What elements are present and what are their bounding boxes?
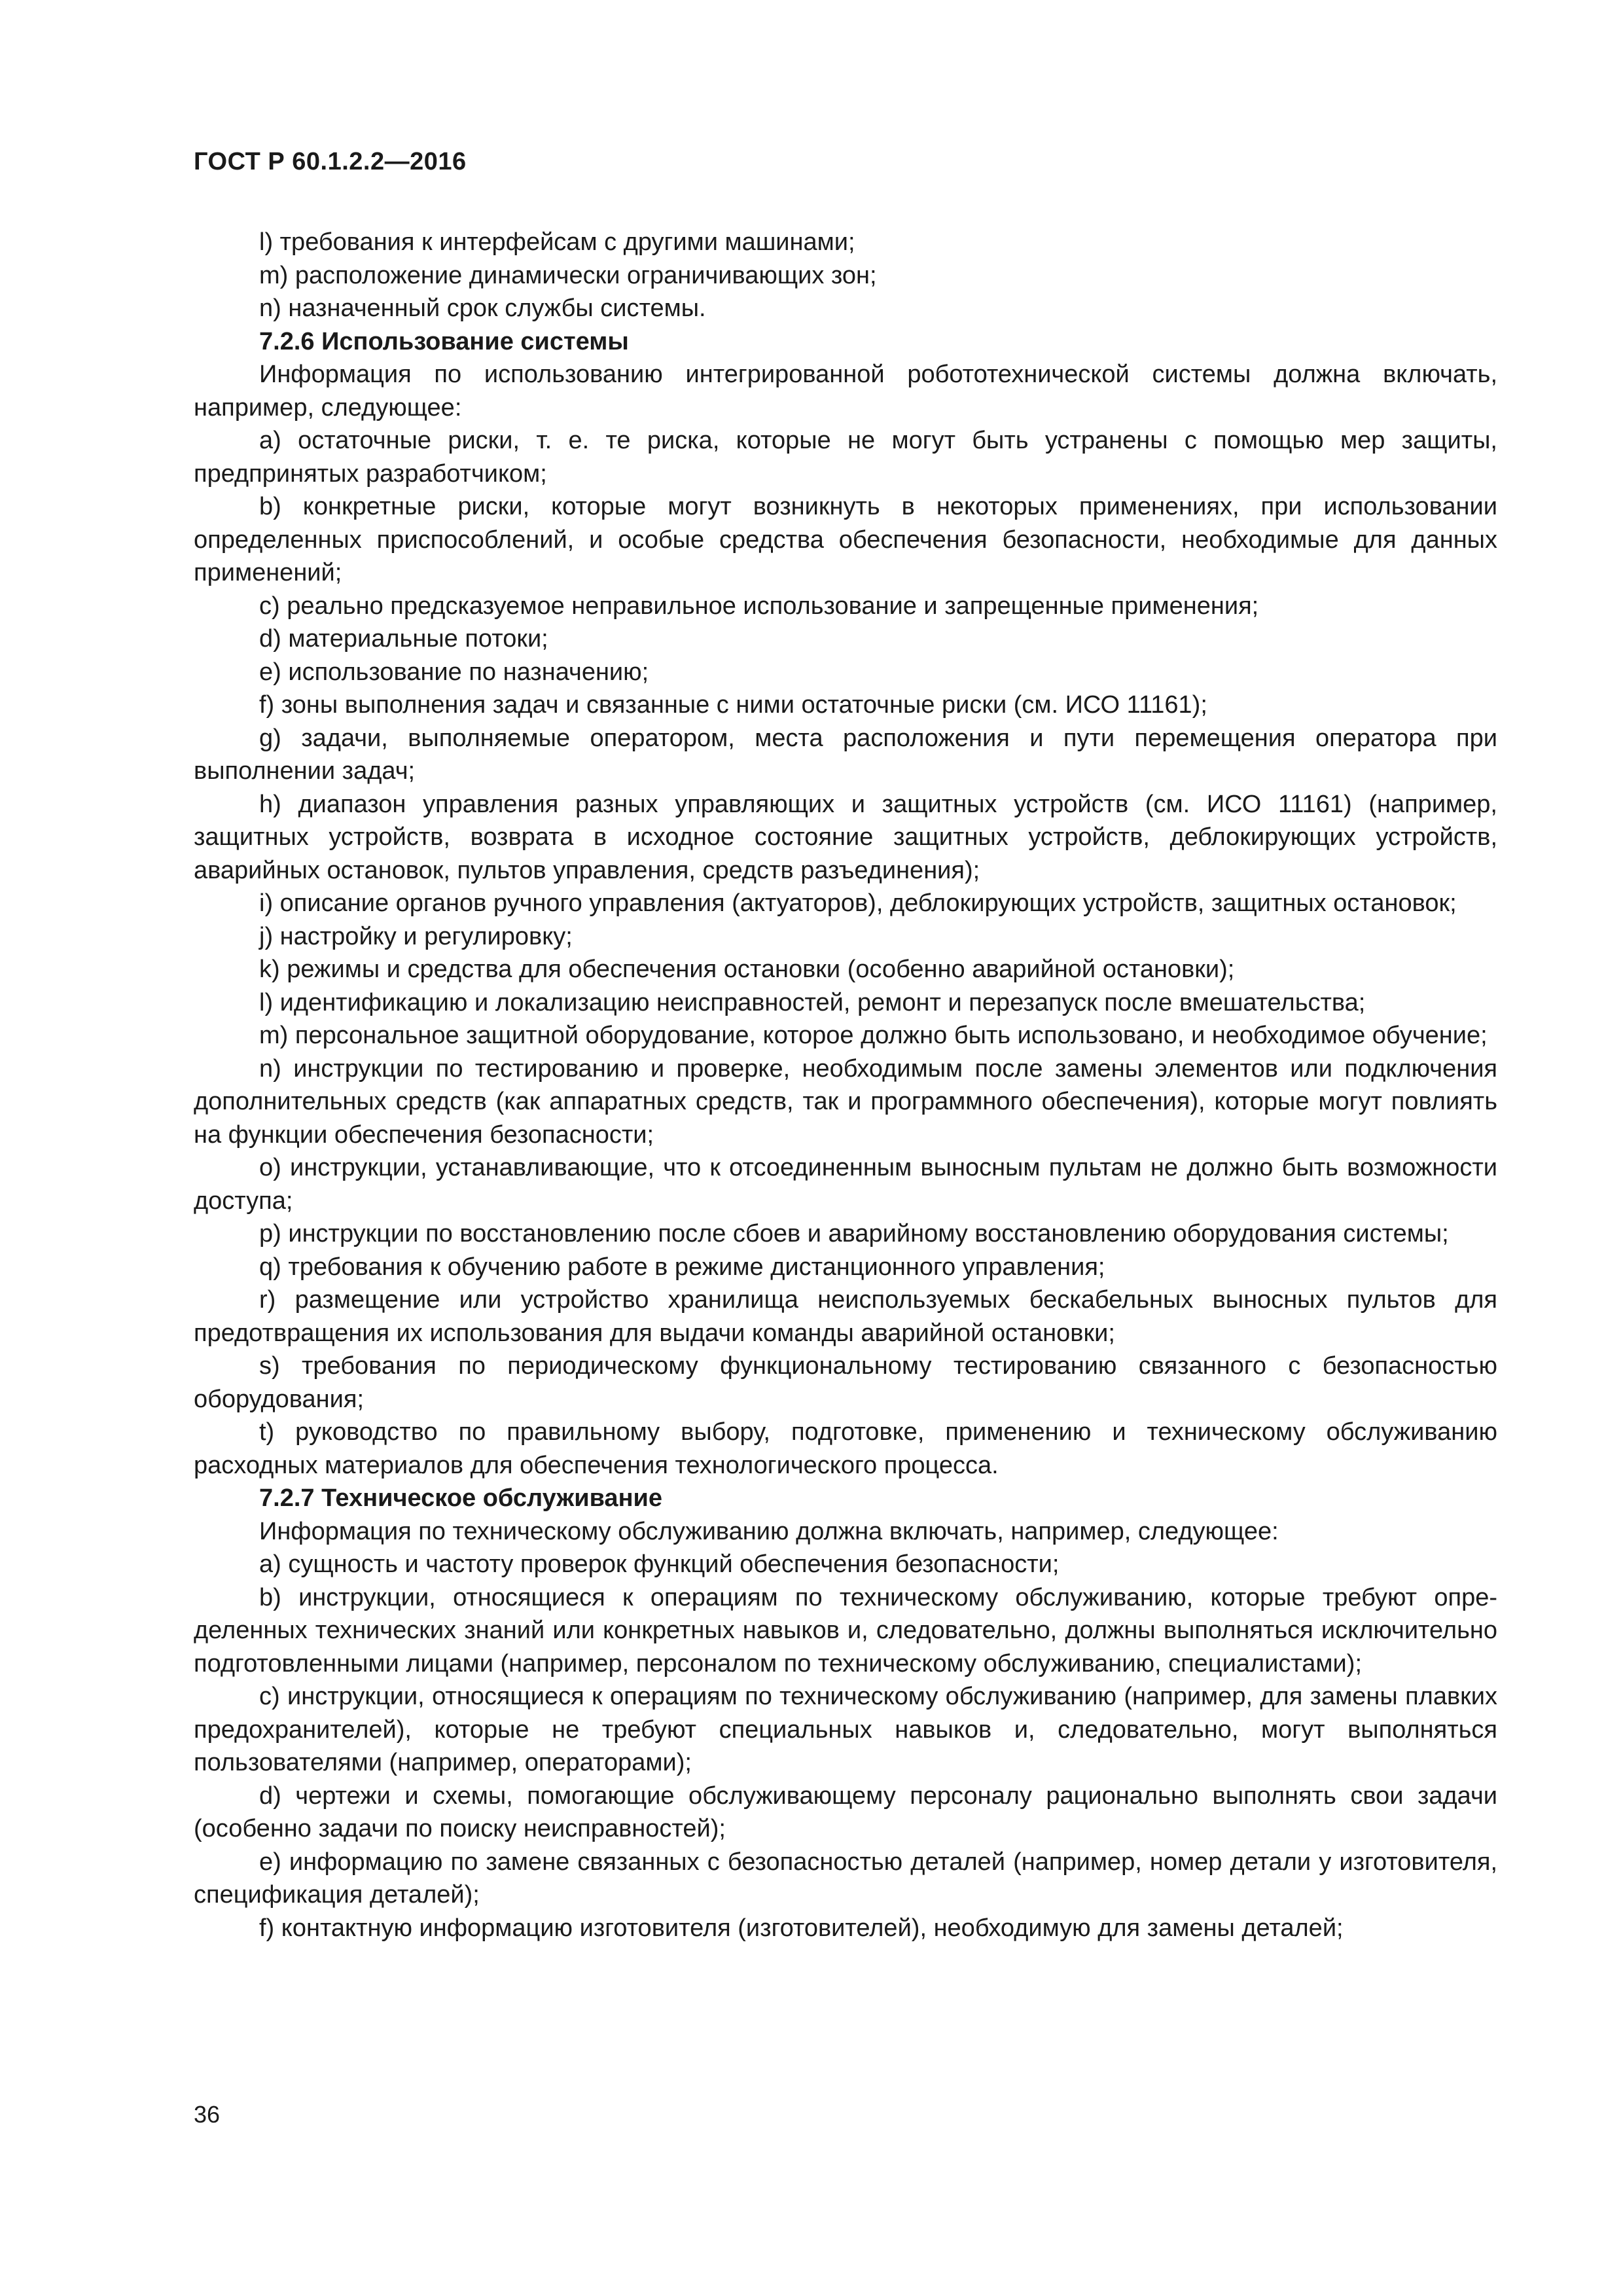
list-item: q) требования к обучению работе в режиме дистанционного управления; [259, 1253, 1105, 1281]
document-header: ГОСТ Р 60.1.2.2—2016 [194, 148, 467, 175]
list-item: s) требования по периодическому функциональному тестированию связанного с безопасностью оборудования; [194, 1352, 1497, 1413]
list-item: m) персональное защитной оборудование, которое должно быть использовано, и необходимое обучение; [259, 1022, 1488, 1049]
list-item: t) руководство по правильному выбору, подготовке, применению и техническому обслуживанию расходных материалов для обеспечения технологического процесса. [194, 1418, 1497, 1479]
section-heading: 7.2.6 Использование системы [259, 327, 629, 355]
list-item: i) описание органов ручного управления (актуаторов), деблокирующих устройств, защитных остановок; [259, 889, 1457, 917]
list-item: k) режимы и средства для обеспечения остановки (особенно аварийной остановки); [259, 956, 1235, 983]
list-item: f) контактную информацию изготовителя (изготовителей), необходимую для замены деталей; [259, 1914, 1344, 1942]
list-item: a) сущность и частоту проверок функций обеспечения безопасности; [259, 1551, 1060, 1578]
list-item: d) материальные потоки; [259, 625, 548, 653]
paragraph: Информация по использованию интегрированной робототехнической системы должна включать, например, следующее: [194, 361, 1497, 422]
list-item: h) диапазон управления разных управляющих и защитных устройств (см. ИСО 11161) (например, защитных устройств, возврата в исходное состояние защитных устройств, деблокирующих устройств, аварийных остановок, пультов управления, средств разъединения); [194, 790, 1497, 884]
list-item: b) конкретные риски, которые могут возникнуть в некоторых применениях, при использовании определенных приспособлений, и особые средства обеспечения безопасности, необходимые для данных применений; [194, 493, 1497, 586]
list-item: l) требования к интерфейсам с другими машинами; [259, 228, 855, 256]
list-item: e) использование по назначению; [259, 658, 649, 686]
list-item: l) идентификацию и локализацию неисправностей, ремонт и перезапуск после вмешательства; [259, 988, 1366, 1016]
list-item: c) инструкции, относящиеся к операциям по техническому обслуживанию (например, для замены плавких предохранителей), которые не требуют специальных навыков и, следовательно, могут выполняться пользователями (например, операторами); [194, 1683, 1497, 1776]
list-item: n) назначенный срок службы системы. [259, 295, 706, 322]
list-item: p) инструкции по восстановлению после сбоев и аварийному восстановлению оборудования системы; [259, 1220, 1449, 1247]
list-item: c) реально предсказуемое неправильное использование и запрещенные применения; [259, 592, 1259, 620]
list-item: e) информацию по замене связанных с безопасностью деталей (например, номер детали у изготовителя, спецификация деталей); [194, 1848, 1497, 1909]
page-number: 36 [194, 2101, 221, 2128]
list-item: o) инструкции, устанавливающие, что к отсоединенным выносным пультам не должно быть возможности доступа; [194, 1154, 1497, 1215]
list-item: a) остаточные риски, т. е. те риска, которые не могут быть устранены с помощью мер защиты, предпринятых разработчиком; [194, 427, 1497, 488]
list-item: n) инструкции по тестированию и проверке, необходимым после замены элементов или подключения дополнительных средств (как аппаратных средств, так и программного обеспечения), которые могут повлиять на функции обеспечения безопасности; [194, 1054, 1497, 1149]
list-item: m) расположение динамически ограничивающих зон; [259, 261, 877, 289]
list-item: j) настройку и регулировку; [259, 922, 573, 950]
list-item: b) инструкции, относящиеся к операциям по техническому обслуживанию, которые требуют определенных технических знаний или конкретных навыков и, следовательно, должны выполняться исключительно подготовленными лицами (например, персоналом по техническому обслуживанию, специалистами); [194, 1583, 1497, 1677]
document-body [194, 226, 1497, 1945]
list-item: f) зоны выполнения задач и связанные с ними остаточные риски (см. ИСО 11161); [259, 691, 1207, 719]
list-item: g) задачи, выполняемые оператором, места расположения и пути перемещения оператора при выполнении задач; [194, 724, 1497, 785]
paragraph: Информация по техническому обслуживанию должна включать, например, следующее: [259, 1517, 1279, 1545]
section-heading: 7.2.7 Техническое обслуживание [259, 1484, 663, 1512]
list-item: r) размещение или устройство хранилища неиспользуемых бескабельных выносных пультов для предотвращения их использования для выдачи команды аварийной остановки; [194, 1286, 1497, 1347]
list-item: d) чертежи и схемы, помогающие обслуживающему персоналу рационально выполнять свои задачи (особенно задачи по поиску неисправностей); [194, 1782, 1497, 1842]
